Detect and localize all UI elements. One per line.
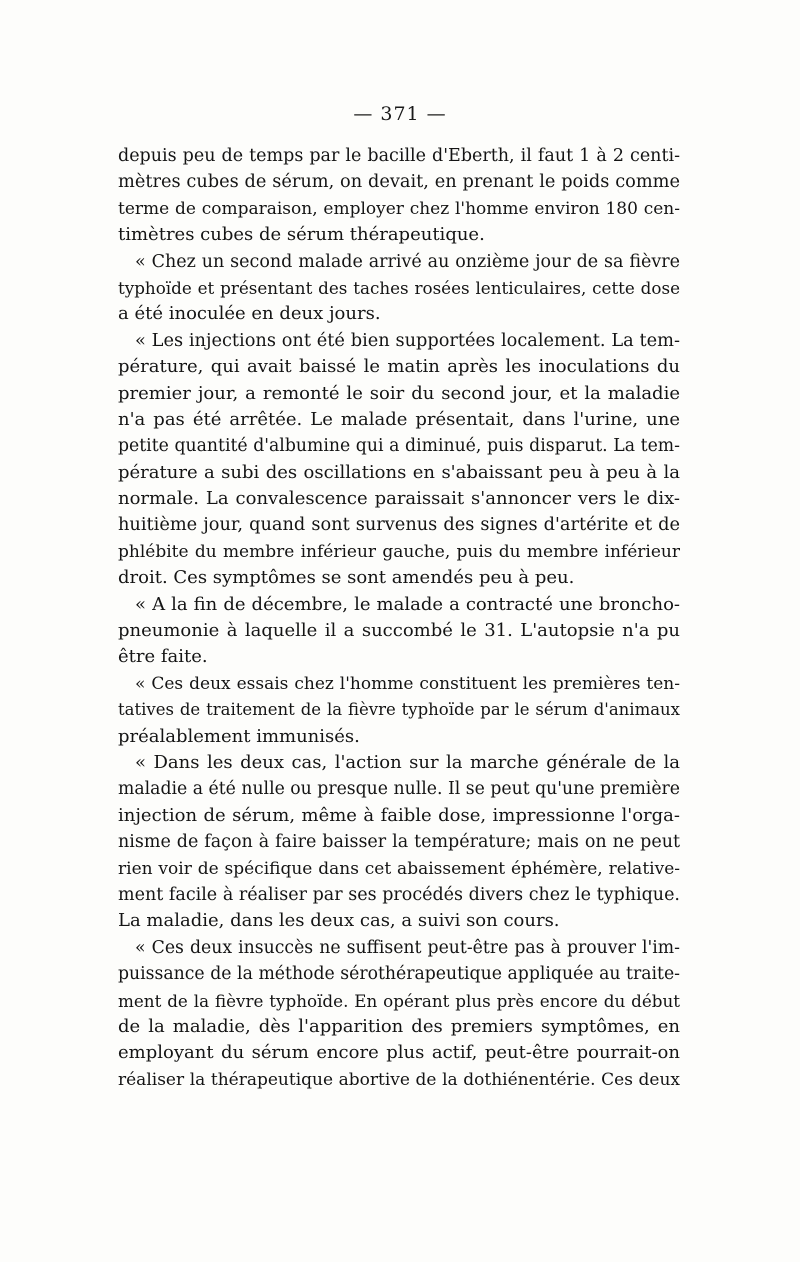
text-line: typhoïde et présentant des taches rosées lenticulaires, cette dose <box>118 277 680 298</box>
text-line: employant du sérum encore plus actif, peut-être pourrait-on <box>118 1042 680 1064</box>
text-line: préalablement immunisés. <box>118 725 360 747</box>
text-line: pérature, qui avait baissé le matin après les inoculations du <box>118 356 680 378</box>
text-line: huitième jour, quand sont survenus des signes d'artérite et de <box>118 515 680 536</box>
text-line: timètres cubes de sérum thérapeutique. <box>118 224 485 246</box>
text-line: ment facile à réaliser par ses procédés divers chez le typhique. <box>118 884 680 905</box>
text-line: réaliser la thérapeutique abortive de la dothiénentérie. Ces deux <box>118 1069 680 1090</box>
text-line: « Chez un second malade arrivé au onzième jour de sa fièvre <box>135 251 680 272</box>
text-line: « Les injections ont été bien supportées localement. La tem- <box>135 330 680 351</box>
text-line: puissance de la méthode sérothérapeutique appliquée au traite- <box>118 964 680 985</box>
text-line: mètres cubes de sérum, on devait, en prenant le poids comme <box>118 172 680 193</box>
text-line: pneumonie à laquelle il a succombé le 31. L'autopsie n'a pu <box>118 620 680 642</box>
page-number: — 371 — <box>353 103 447 125</box>
text-line: « A la fin de décembre, le malade a contracté une broncho- <box>135 593 680 615</box>
text-line: normale. La convalescence paraissait s'annoncer vers le dix- <box>118 488 680 510</box>
text-line: maladie a été nulle ou presque nulle. Il se peut qu'une première <box>118 779 680 800</box>
text-line: La maladie, dans les deux cas, a suivi son cours. <box>118 910 560 932</box>
text-line: ment de la fièvre typhoïde. En opérant plus près encore du début <box>118 990 680 1011</box>
text-line: de la maladie, dès l'apparition des premiers symptômes, en <box>118 1015 680 1037</box>
text-line: phlébite du membre inférieur gauche, puis du membre inférieur <box>118 541 680 562</box>
text-line: « Ces deux essais chez l'homme constituent les premières ten- <box>135 673 680 694</box>
text-line: premier jour, a remonté le soir du second jour, et la maladie <box>118 382 680 404</box>
text-line: « Dans les deux cas, l'action sur la marche générale de la <box>135 751 680 773</box>
text-line: rien voir de spécifique dans cet abaissement éphémère, relative- <box>118 858 680 879</box>
text-line: a été inoculée en deux jours. <box>118 303 381 325</box>
text-line: terme de comparaison, employer chez l'homme environ 180 cen- <box>118 198 680 219</box>
body-text <box>118 143 680 1093</box>
text-line: depuis peu de temps par le bacille d'Eberth, il faut 1 à 2 centi- <box>118 146 680 166</box>
text-line: n'a pas été arrêtée. Le malade présentait, dans l'urine, une <box>118 408 680 430</box>
text-line: tatives de traitement de la fièvre typhoïde par le sérum d'animaux <box>118 700 680 720</box>
text-line: petite quantité d'albumine qui a diminué, puis disparut. La tem- <box>118 436 680 457</box>
text-line: être faite. <box>118 646 208 668</box>
text-line: injection de sérum, même à faible dose, impressionne l'orga- <box>118 804 680 826</box>
text-line: droit. Ces symptômes se sont amendés peu à peu. <box>118 567 575 589</box>
text-line: pérature a subi des oscillations en s'abaissant peu à peu à la <box>118 461 680 483</box>
text-line: nisme de façon à faire baisser la température; mais on ne peut <box>118 832 680 853</box>
text-line: « Ces deux insuccès ne suffisent peut-être pas à prouver l'im- <box>135 937 680 958</box>
